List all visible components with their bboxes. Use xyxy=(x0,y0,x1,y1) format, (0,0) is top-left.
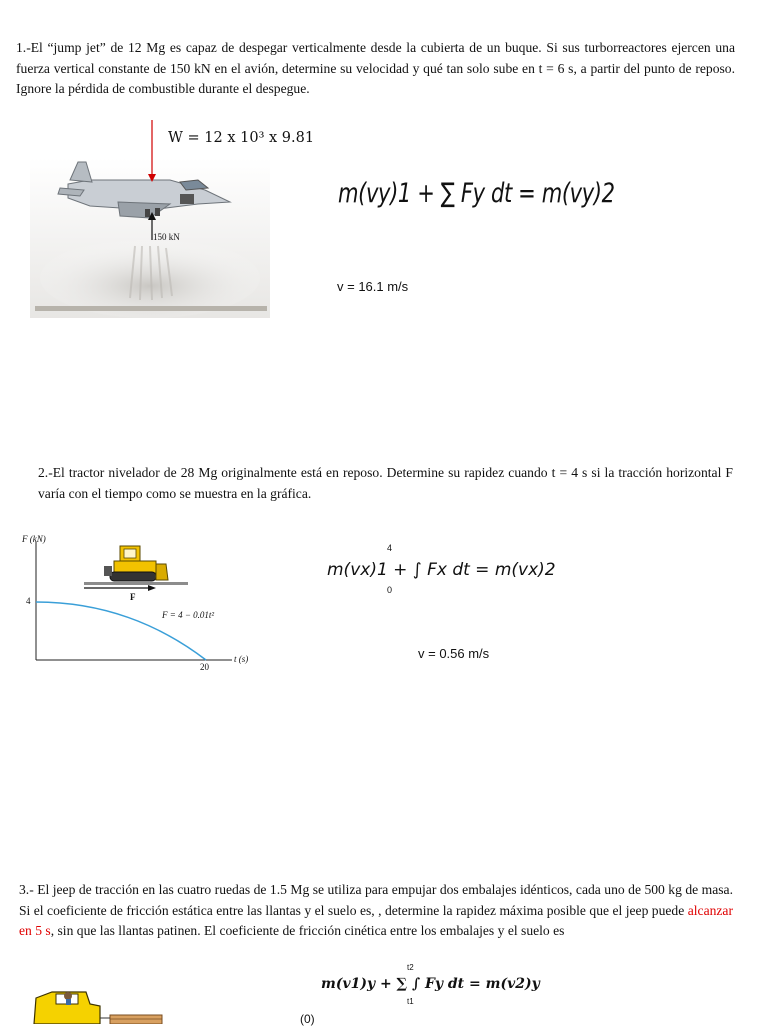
jeep-illustration xyxy=(30,984,170,1024)
problem-3-statement xyxy=(19,880,733,942)
integral-lower-limit-2: 0 xyxy=(387,585,393,595)
problem-3-text-b: , sin que las llantas patinen. El coeficiente de fricción cinética entre los embalajes y el suelo es xyxy=(50,923,565,938)
equation-note: (0) xyxy=(300,1012,315,1026)
impulse-equation-1: m(vy)1 + ∑ Fy dt = m(vy)2 xyxy=(338,178,615,209)
ground-line xyxy=(84,582,188,585)
graph-y-label: F (kN) xyxy=(22,534,46,544)
force-curve-plot xyxy=(20,530,260,672)
integral-lower-limit-3: t1 xyxy=(407,997,414,1006)
force-label: F xyxy=(130,592,136,602)
answer-1: v = 16.1 m/s xyxy=(337,279,409,294)
curve-equation-label: F = 4 − 0.01t² xyxy=(162,610,215,620)
problem-2-statement: 2.-El tractor nivelador de 28 Mg originalmente está en reposo. Determine su rapidez cuando t = 4 s si la tracción horizontal F varía con el tiempo como se muestra en la gráfica. xyxy=(38,465,733,501)
answer-2: v = 0.56 m/s xyxy=(418,646,490,661)
problem-3-text-a: 3.- El jeep de tracción en las cuatro ruedas de 1.5 Mg se utiliza para empujar dos embalajes idénticos, cada uno de 500 kg de masa. Si el coeficiente de fricción estática entre las llantas y el suelo es, , determine la rapidez máxima posible que el jeep puede xyxy=(19,882,733,918)
impulse-equation-2: m(vx)1 + ∫ Fx dt = m(vx)2 xyxy=(327,560,556,580)
weight-label: W = 12 x 10³ x 9.81 xyxy=(168,130,315,146)
graph-y-tick: 4 xyxy=(26,596,31,606)
integral-upper-limit-2: 4 xyxy=(387,543,393,553)
bulldozer-illustration xyxy=(104,546,168,581)
problem-3-highlight: alcanzar en 5 s xyxy=(19,902,733,938)
force-time-graph xyxy=(20,530,260,672)
impulse-equation-3: m(v1)y + ∑ ∫ Fy dt = m(v2)y xyxy=(321,976,540,992)
graph-x-label: t (s) xyxy=(234,654,249,664)
jump-jet-illustration xyxy=(30,118,300,328)
jump-jet-figure xyxy=(30,118,300,328)
deck-line xyxy=(35,306,267,311)
graph-x-tick: 20 xyxy=(200,662,209,672)
integral-upper-limit-3: t2 xyxy=(407,963,414,972)
problem-1-statement: 1.-El “jump jet” de 12 Mg es capaz de despegar verticalmente desde la cubierta de un buque. Si sus turborreactores ejercen una fuerza vertical constante de 150 kN en el avión, determine su velocidad y qué tan solo sube en t = 6 s, a partir del punto de reposo. Ignore la pérdida de combustible durante el despegue. xyxy=(16,40,735,96)
thrust-label: 150 kN xyxy=(153,232,180,242)
jeep-figure xyxy=(30,984,170,1024)
